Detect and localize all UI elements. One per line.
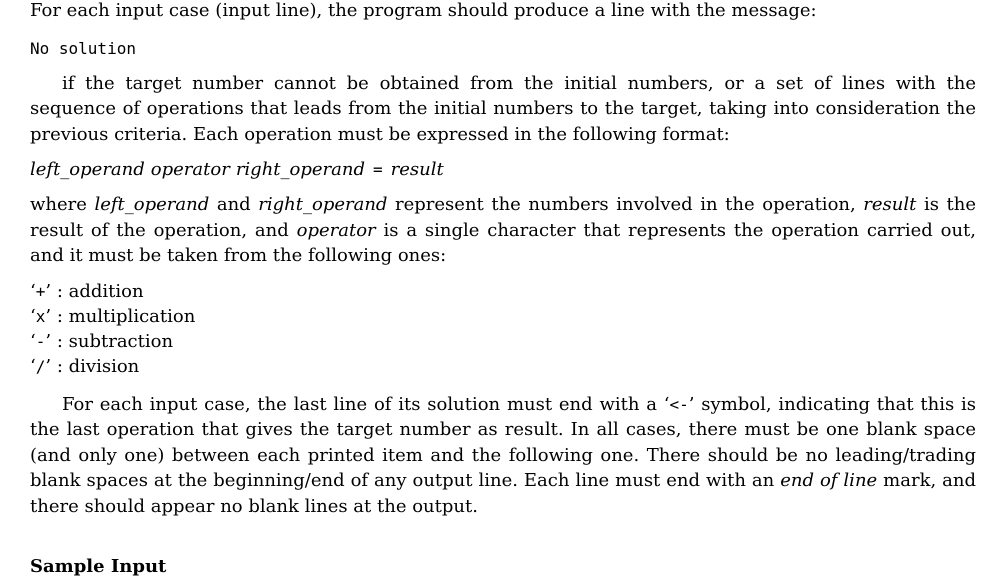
format-equals: = [373, 160, 383, 179]
text-fragment: is the result of the operation, and [30, 194, 976, 241]
quote-close: ’ [45, 305, 52, 327]
document-page [30, 0, 976, 519]
text-fragment: and [209, 194, 259, 215]
operator-name: addition [68, 280, 144, 302]
no-solution-code: No solution [30, 38, 136, 58]
operator-item-division [30, 354, 976, 379]
text-fragment: ’ symbol, indicating that this is the last operation that gives the target number as result. In all cases, there must be one blank space (and only one) between each printed item and the following one. There should be no leading/trading blank spaces at the beginning/end of any output line. Each line must end with an [30, 393, 976, 492]
section-heading-cut: Sample Input [30, 556, 167, 577]
term-end-of-line: end of line [780, 470, 878, 492]
paragraph-output-description: if the target number cannot be obtained from the initial numbers, or a set of lines with the sequence of operations that leads from the initial numbers to the target, taking into consideration the previous criteria. Each operation must be expressed in the following format: [30, 72, 976, 145]
operator-name: subtraction [68, 331, 174, 353]
operator-symbol: + [35, 281, 46, 301]
operator-list [30, 279, 976, 380]
separator: : [51, 280, 69, 302]
operator-item-addition [30, 279, 976, 304]
paragraph-output-rules [30, 392, 976, 520]
operator-item-subtraction [30, 329, 976, 354]
quote-close: ’ [45, 280, 52, 302]
operation-format [30, 157, 976, 182]
text-fragment: represent the numbers involved in the operation, [387, 194, 864, 215]
operator-name: division [68, 356, 140, 378]
operator-symbol: / [35, 357, 46, 377]
text-fragment: mark, and there should appear no blank lines at the output. [30, 470, 977, 517]
quote-open: ‘ [30, 280, 36, 302]
operator-symbol: x [35, 306, 46, 326]
operator-item-multiplication [30, 304, 976, 329]
format-result: result [390, 159, 444, 180]
separator: : [51, 331, 69, 353]
term-right-operand: right_operand [258, 194, 388, 215]
quote-open: ‘ [30, 356, 36, 378]
paragraph-operand-definitions [30, 192, 976, 269]
format-operator: operator [150, 159, 230, 180]
text-fragment: For each input case, the last line of its solution must end with a ‘ [62, 393, 670, 415]
text-fragment: is a single character that represents the operation carried out, and it must be taken from the following ones: [30, 219, 976, 266]
separator: : [51, 356, 69, 378]
quote-open: ‘ [30, 331, 36, 353]
format-left-operand: left_operand [30, 159, 145, 180]
operator-name: multiplication [68, 305, 196, 327]
intro-paragraph: For each input case (input line), the program should produce a line with the message: [30, 0, 817, 21]
arrow-symbol: <- [669, 394, 689, 414]
quote-open: ‘ [30, 305, 36, 327]
term-left-operand: left_operand [94, 194, 210, 215]
operator-symbol: - [35, 332, 46, 352]
text-fragment: where [30, 194, 95, 215]
quote-close: ’ [45, 356, 52, 378]
separator: : [51, 305, 69, 327]
quote-close: ’ [45, 331, 52, 353]
format-right-operand: right_operand [235, 159, 365, 180]
term-result: result [863, 194, 917, 215]
term-operator: operator [296, 219, 376, 241]
